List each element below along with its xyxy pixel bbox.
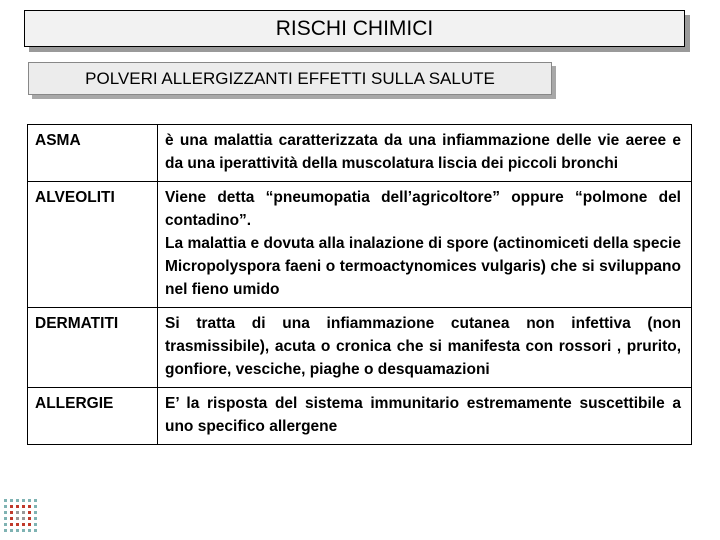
- dot-grid-logo-icon: [2, 497, 42, 537]
- term-cell: ASMA: [28, 125, 158, 182]
- health-effects-table: [27, 124, 692, 445]
- section-subtitle: [28, 62, 552, 95]
- description-cell: Si tratta di una infiammazione cutanea non infettiva (non trasmissibile), acuta o cronica che si manifesta con rossori , prurito, gonfiore, vesciche, piaghe o desquamazioni: [158, 308, 692, 388]
- table-row: [28, 308, 692, 388]
- term-cell: ALVEOLITI: [28, 182, 158, 308]
- table-row: [28, 125, 692, 182]
- table-row: [28, 182, 692, 308]
- term-cell: ALLERGIE: [28, 388, 158, 445]
- page-title-text: RISCHI CHIMICI: [275, 16, 434, 40]
- term-cell: DERMATITI: [28, 308, 158, 388]
- description-cell: è una malattia caratterizzata da una infiammazione delle vie aeree e da una iperattività della muscolatura liscia dei piccoli bronchi: [158, 125, 692, 182]
- description-line: La malattia e dovuta alla inalazione di spore (actinomiceti della specie Micropolyspora faeni o termoactynomices vulgaris) che si sviluppano nel fieno umido: [165, 235, 681, 298]
- description-line: Viene detta “pneumopatia dell’agricoltore” oppure “polmone del contadino”.: [165, 189, 681, 229]
- page-title: [24, 10, 685, 47]
- table-row: [28, 388, 692, 445]
- section-subtitle-text: POLVERI ALLERGIZZANTI EFFETTI SULLA SALUTE: [85, 68, 495, 88]
- description-cell: E’ la risposta del sistema immunitario estremamente suscettibile a uno specifico allergene: [158, 388, 692, 445]
- description-cell: [158, 182, 692, 308]
